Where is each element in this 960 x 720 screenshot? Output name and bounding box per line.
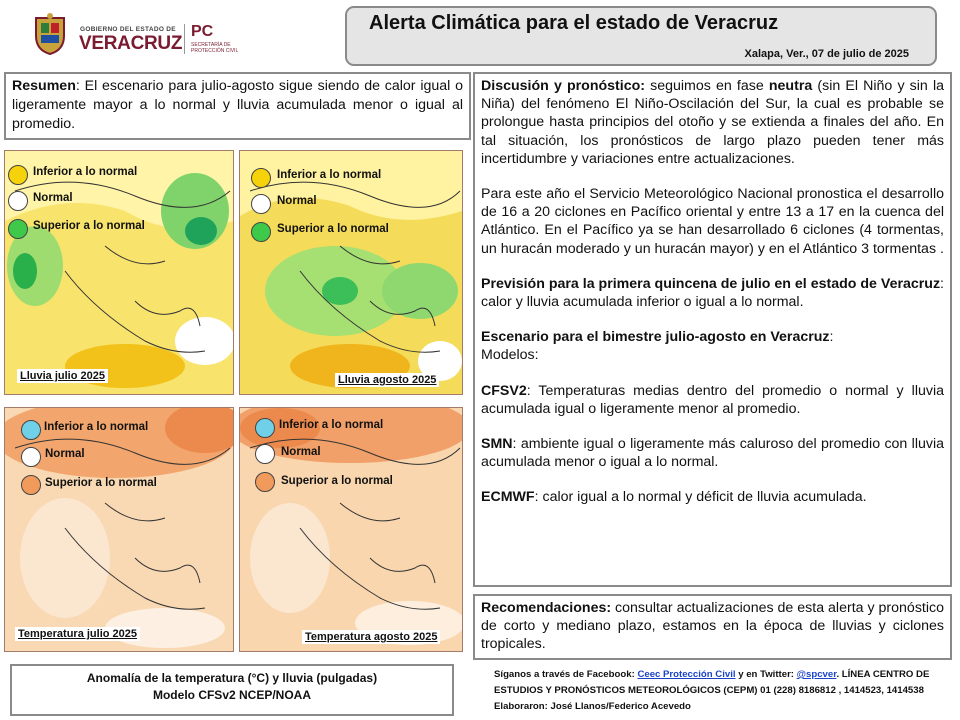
discussion-label: Discusión y pronóstico:	[481, 78, 645, 94]
forecast-label: Previsión para la primera quincena de julio en el estado de Veracruz	[481, 275, 941, 292]
footer-contact	[494, 667, 944, 715]
model-ecmwf	[481, 488, 944, 506]
legend-superior-text: Superior a lo normal	[33, 220, 145, 232]
footer-text-3: . LÍNEA CENTRO DE ESTUDIOS Y PRONÓSTICOS METEOROLÓGICOS (CEPM) 01 (228) 8186812 , 1414523, 1414538 Elaboraron: José Llanos/Federico Acevedo	[494, 669, 930, 712]
legend-dry-swatch	[8, 165, 28, 185]
discussion-box	[473, 72, 952, 587]
legend-normal-swatch	[251, 194, 271, 214]
map-temp-august-graphic	[240, 408, 462, 651]
discussion-text-b: (sin El Niño y sin la Niña) del fenómeno El Niño-Oscilación del Sur, la cual es probable se prolongue hasta principios del otoño y se extienda a finales del año. En tal situación, los pronósticos de largo plazo pueden tener más incertidumbre y variaciones entre actualizaciones.	[481, 78, 944, 167]
recommendations-text: consultar actualizaciones de esta alerta y pronóstico de corto y mediano plazo, estamos en la época de lluvias y ciclones tropicales.	[481, 600, 944, 653]
legend-normal-text: Normal	[277, 195, 317, 207]
model-smn-label: SMN	[481, 436, 513, 453]
map-rain-july-graphic	[5, 151, 233, 394]
legend-superior-text: Superior a lo normal	[45, 477, 157, 489]
state-name: VERACRUZ	[79, 33, 183, 54]
legend-cold-swatch	[255, 418, 275, 438]
legend-normal-text: Normal	[45, 448, 85, 460]
discussion-paragraph-cyclones: Para este año el Servicio Meteorológico Nacional pronostica el desarrollo de 16 a 20 ciclones en Pacífico oriental y entre 13 a 17 en la cuenca del Atlántico. En el Pacífico ya se han desarrollado 6 ciclones (4 tormentas, un huracán moderado y un huracán mayor) y en el Atlántico 3 tormentas .	[481, 186, 944, 257]
map-temp-august	[239, 407, 463, 652]
scenario-label: Escenario para el bimestre julio-agosto en Veracruz	[481, 329, 830, 346]
forecast-text: : calor y lluvia acumulada inferior o igual a lo normal.	[481, 275, 944, 311]
model-ecmwf-label: ECMWF	[481, 489, 535, 506]
model-cfsv2-label: CFSV2	[481, 382, 527, 399]
legend-wet-swatch	[251, 222, 271, 242]
legend-normal-text: Normal	[33, 192, 73, 204]
legend-cold-swatch	[21, 420, 41, 440]
government-line: GOBIERNO DEL ESTADO DE	[80, 26, 176, 33]
summary-box	[4, 72, 471, 140]
veracruz-government-logo	[30, 12, 240, 56]
veracruz-shield-icon	[30, 12, 70, 56]
twitter-link[interactable]: @spcver	[796, 669, 837, 680]
map-rain-august-graphic	[240, 151, 462, 394]
map-temp-august-label: Temperatura agosto 2025	[302, 630, 440, 644]
legend-warm-swatch	[255, 472, 275, 492]
discussion-paragraph-enso	[481, 77, 944, 168]
map-rain-july	[4, 150, 234, 395]
summary-label: Resumen	[12, 78, 76, 94]
legend-inferior-text: Inferior a lo normal	[277, 169, 382, 181]
model-smn	[481, 435, 944, 471]
neutral-phase-word: neutra	[768, 78, 813, 94]
pc-abbreviation: PC	[191, 23, 214, 40]
legend-superior-text: Superior a lo normal	[281, 475, 393, 487]
model-cfsv2-text: : Temperaturas medias dentro del promedio o normal y lluvia acumulada igual o ligeramente menor al promedio.	[481, 382, 944, 417]
legend-inferior-text: Inferior a lo normal	[33, 166, 138, 178]
discussion-text-a: seguimos en fase	[645, 78, 769, 94]
map-rain-july-label: Lluvia julio 2025	[17, 369, 108, 383]
footer-text-1: Síganos a través de Facebook:	[494, 669, 638, 680]
map-temp-july	[4, 407, 234, 652]
issue-date: Xalapa, Ver., 07 de julio de 2025	[744, 48, 909, 60]
map-temp-july-graphic	[5, 408, 233, 651]
legend-inferior-text: Inferior a lo normal	[44, 421, 149, 433]
legend-normal-text: Normal	[281, 446, 321, 458]
legend-normal-swatch	[255, 444, 275, 464]
legend-inferior-text: Inferior a lo normal	[279, 419, 384, 431]
discussion-paragraph-scenario	[481, 328, 944, 364]
pc-line-2: PROTECCIÓN CIVIL	[191, 48, 239, 54]
facebook-link[interactable]: Ceec Protección Civil	[637, 669, 736, 680]
legend-normal-swatch	[8, 191, 28, 211]
model-ecmwf-text: : calor igual a lo normal y déficit de lluvia acumulada.	[534, 489, 867, 506]
legend-normal-swatch	[21, 447, 41, 467]
legend-superior-text: Superior a lo normal	[277, 223, 389, 235]
maps-caption-box	[10, 664, 454, 716]
map-rain-august-label: Lluvia agosto 2025	[335, 373, 439, 387]
recommendations-box	[473, 594, 952, 660]
legend-wet-swatch	[8, 219, 28, 239]
legend-warm-swatch	[21, 475, 41, 495]
caption-line-1: Anomalía de la temperatura (°C) y lluvia (pulgadas)	[86, 671, 378, 685]
summary-text: : El escenario para julio-agosto sigue siendo de calor igual o ligeramente mayor a lo normal y lluvia acumulada menor o igual al promedio.	[12, 78, 463, 132]
title-box	[345, 6, 937, 66]
map-rain-august	[239, 150, 463, 395]
legend-dry-swatch	[251, 168, 271, 188]
pc-line-1: SECRETARÍA DE	[191, 42, 231, 48]
model-smn-text: : ambiente igual o ligeramente más caluroso del promedio con lluvia acumulada menor o igual a lo normal.	[481, 436, 944, 471]
map-temp-july-label: Temperatura julio 2025	[15, 627, 140, 641]
recommendations-label: Recomendaciones:	[481, 600, 612, 616]
discussion-paragraph-forecast	[481, 275, 944, 311]
scenario-colon: :	[829, 329, 834, 346]
caption-line-2: Modelo CFSv2 NCEP/NOAA	[152, 688, 311, 702]
logo-divider	[184, 24, 185, 54]
models-label: Modelos:	[481, 347, 539, 364]
page-title: Alerta Climática para el estado de Veracruz	[369, 12, 779, 34]
footer-text-2: y en Twitter:	[735, 669, 797, 680]
model-cfsv2	[481, 382, 944, 418]
